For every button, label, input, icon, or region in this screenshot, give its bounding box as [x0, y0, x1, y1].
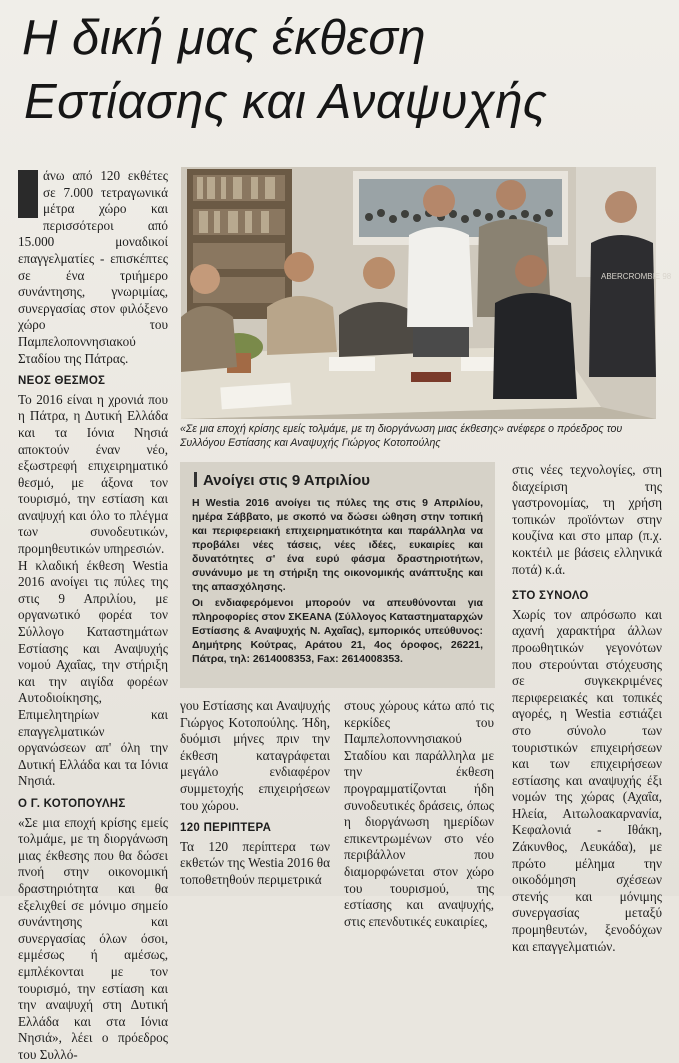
info-box-paragraph-1: Η Westia 2016 ανοίγει τις πύλες της στις 9 Απριλίου, ημέρα Σάββατο, με σκοπό να δώσει ώθηση στην τοπική και περιφερειακή επιχειρηματικότητα και παράλληλα να προβάλει νέες τάσεις, νέες ιδέες, ευκαιρίες και δυνατότητες σ' ένα ευρύ φάσμα δραστηριοτήτων, συνάνυμο με τη στήριξη της οικονομικής ανάπτυξης και της απασχόλησης. [192, 497, 483, 593]
subheading-kotopoulis: Ο Γ. ΚΟΤΟΠΟΥΛΗΣ [18, 797, 126, 810]
subheading-sto-synolo: ΣΤΟ ΣΥΝΟΛΟ [512, 590, 589, 603]
group-photo-illustration [181, 167, 672, 419]
paragraph: «Σε μια εποχή κρίσης εμείς τολμάμε, με τη διοργάνωση μιας έκθεσης που θα δώσει πνοή στην οικονομική δραστηριότητα και θα εξελιχθεί σε μόνιμο σημείο συνάντησης και συνεργασίας όλων όσοι, εμμέσως ή αμέσως, εμπλέκονται με τον τουρισμό, την εστίαση και την αναψυχή στη Δυτική Ελλάδα και στα Ιόνια Νησιά», λέει ο πρόεδρος του Συλλό- [18, 814, 168, 1062]
article-headline [22, 6, 672, 134]
intro-paragraph: άνω από 120 εκθέτες σε 7.000 τετραγωνικά μέτρα χώρο και περισσότεροι από 15.000 μοναδικοί επαγγελματίες - επισκέπτες σε ένα τριήμερο συνάντησης, γνωριμίας, συνεργασίας στον φιλόξενο χώρο του Παμπελοποννησιακού Σταδίου της Πάτρας. [18, 168, 168, 366]
paragraph: γου Εστίασης και Αναψυχής Γιώργος Κοτοπούλης. Ήδη, δυόμισι μήνες πριν την έκθεση καταγράφεται μεγάλο ενδιαφέρον συμμετοχής επιχειρήσεων του χώρου. [180, 698, 330, 813]
subheading-neos-thesmos: ΝΕΟΣ ΘΕΣΜΟΣ [18, 375, 106, 388]
article-photo [181, 167, 672, 419]
column-2 [180, 698, 330, 889]
info-box [180, 462, 495, 688]
paragraph: Η κλαδική έκθεση Westia 2016 ανοίγει τις πύλες της στις 9 Απριλίου, με οργανωτικό φορέα τον Σύλλογο Καταστημάτων Εστίασης και Αναψυχής νομού Αχαΐας, την στήριξη και την αιγίδα φορέων Αυτοδιοίκησης, Επιμελητηρίων και επαγγελματικών οργανώσεων απ' όλη την Δυτική Ελλάδα και τα Ιόνια Νησιά. [18, 557, 168, 789]
photo-caption: «Σε μια εποχή κρίσης εμείς τολμάμε, με τη διοργάνωση μιας έκθεσης» ανέφερε ο πρόεδρος του Συλλόγου Εστίασης και Αναψυχής Γιώργος Κοτοπούλης [180, 423, 623, 449]
subheading-120-peripteria: 120 ΠΕΡΙΠΤΕΡΑ [180, 822, 272, 835]
column-3 [344, 698, 494, 930]
column-1 [18, 168, 168, 1063]
paragraph: Χωρίς τον απρόσωπο και αχανή χαρακτήρα άλλων προωθητικών γεγονότων που στερούνται στόχευσης σε συγκεκριμένες περιφερειακές και τοπικές αγορές, η Westia εστιάζει στο σύνολο των τουριστικών επιχειρήσεων και των επιχειρήσεων εστίασης και αναψυχής έξι νομών της χώρας (Αχαΐα, Ηλεία, Αιτωλοακαρνανία, Κεφαλονιά - Ιθάκη, Ζάκυνθος, Λευκάδα), με πρώτο μέλημα την οικοδόμηση σχέσεων στενής και μόνιμης συνεργασίας μεταξύ προμηθευτών, ξενοδόχων και επαγγελματιών. [512, 606, 662, 954]
column-4 [512, 462, 662, 955]
info-box-paragraph-2: Οι ενδιαφερόμενοι μπορούν να απευθύνονται για πληροφορίες στον ΣΚΕΑΝΑ (Σύλλογος Καταστηματαρχών Εστίασης & Αναψυχής Ν. Αχαΐας), εμπορικός υπεύθυνος: Δημήτρης Κούτρας, Αράτου 21, 4ος όροφος, 26221, Πάτρα, τηλ: 2614008353, Fax: 2614008353. [192, 597, 484, 665]
paragraph: Τα 120 περίπτερα των εκθετών της Westia 2016 θα τοποθετηθούν περιμετρικά [180, 838, 330, 887]
headline-line-1: Η δική μας έκθεση [22, 11, 427, 65]
paragraph: στις νέες τεχνολογίες, στη διαχείριση της γαστρονομίας, τη χρήση τοπικών προϊόντων στην κουζίνα και στο μπαρ (π.χ. κοκτέιλ με βάσεις ελληνικά ποτά) κ.ά. [512, 462, 662, 577]
info-box-title: Ανοίγει στις 9 Απριλίου [192, 470, 483, 492]
paragraph: στους χώρους κάτω από τις κερκίδες του Παμπελοποννησιακού Σταδίου και παράλληλα με την έκθεση προγραμματίζονται ήδη συνοδευτικές δράσεις, όπως η διοργάνωση ημερίδων επικεντρωμένων στο νέο περιβάλλον που διαμορφώνεται στον χώρο του τουρισμού, της εστίασης και αναψυχής, στις επενδυτικές ευκαιρίες, [344, 698, 494, 929]
paragraph: Το 2016 είναι η χρονιά που η Πάτρα, η Δυτική Ελλάδα και τα Ιόνια Νησιά αποκτούν έναν νέο, εξωστρεφή επιχειρηματικό θεσμό, με άξονα τον τουρισμό, την εστίαση και αναψυχή και όλο το πλέγμα των συνοδευτικών, προμηθευτικών υπηρεσιών. [18, 391, 168, 557]
shirt-print: ABERCROMBIE 98 [601, 272, 672, 281]
drop-cap [18, 170, 38, 218]
headline-line-2: Εστίασης και Αναψυχής [24, 75, 548, 129]
title-bar-mark [194, 472, 197, 487]
